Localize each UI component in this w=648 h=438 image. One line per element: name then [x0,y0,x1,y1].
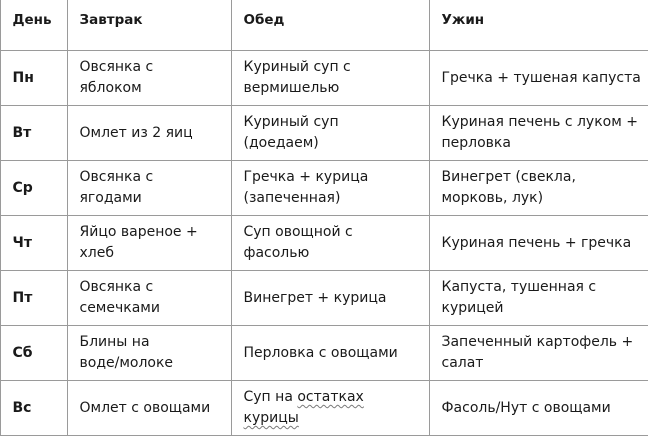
dinner-cell: Капуста, тушенная с курицей [429,271,648,326]
header-dinner: Ужин [429,0,648,51]
breakfast-cell: Овсянка с семечками [67,271,231,326]
breakfast-cell: Омлет из 2 яиц [67,106,231,161]
lunch-text-plain: Суп на [243,389,298,405]
dinner-cell: Гречка + тушеная капуста [429,51,648,106]
lunch-cell: Перловка с овощами [231,326,429,381]
table-row [0,381,648,436]
breakfast-cell: Яйцо вареное + хлеб [67,216,231,271]
lunch-cell: Куриный суп (доедаем) [231,106,429,161]
table-row [0,271,648,326]
day-cell: Вс [0,381,67,436]
dinner-cell: Винегрет (свекла, морковь, лук) [429,161,648,216]
breakfast-cell: Овсянка с ягодами [67,161,231,216]
breakfast-cell: Блины на воде/молоке [67,326,231,381]
dinner-cell: Фасоль/Нут с овощами [429,381,648,436]
table-row [0,106,648,161]
lunch-cell: Винегрет + курица [231,271,429,326]
table-row [0,216,648,271]
header-lunch: Обед [231,0,429,51]
lunch-cell: Суп овощной с фасолью [231,216,429,271]
lunch-cell: Гречка + курица (запеченная) [231,161,429,216]
spellcheck-marked-text: остатках курицы [243,389,364,426]
breakfast-cell: Овсянка с яблоком [67,51,231,106]
table-row [0,326,648,381]
day-cell: Ср [0,161,67,216]
lunch-cell: Куриный суп с вермишелью [231,51,429,106]
day-cell: Чт [0,216,67,271]
header-row [0,0,648,51]
day-cell: Сб [0,326,67,381]
table-row [0,161,648,216]
day-cell: Пн [0,51,67,106]
header-day: День [0,0,67,51]
lunch-cell [231,381,429,436]
dinner-cell: Куриная печень + гречка [429,216,648,271]
day-cell: Вт [0,106,67,161]
table-row [0,51,648,106]
header-breakfast: Завтрак [67,0,231,51]
breakfast-cell: Омлет с овощами [67,381,231,436]
day-cell: Пт [0,271,67,326]
dinner-cell: Запеченный картофель + салат [429,326,648,381]
dinner-cell: Куриная печень с луком + перловка [429,106,648,161]
